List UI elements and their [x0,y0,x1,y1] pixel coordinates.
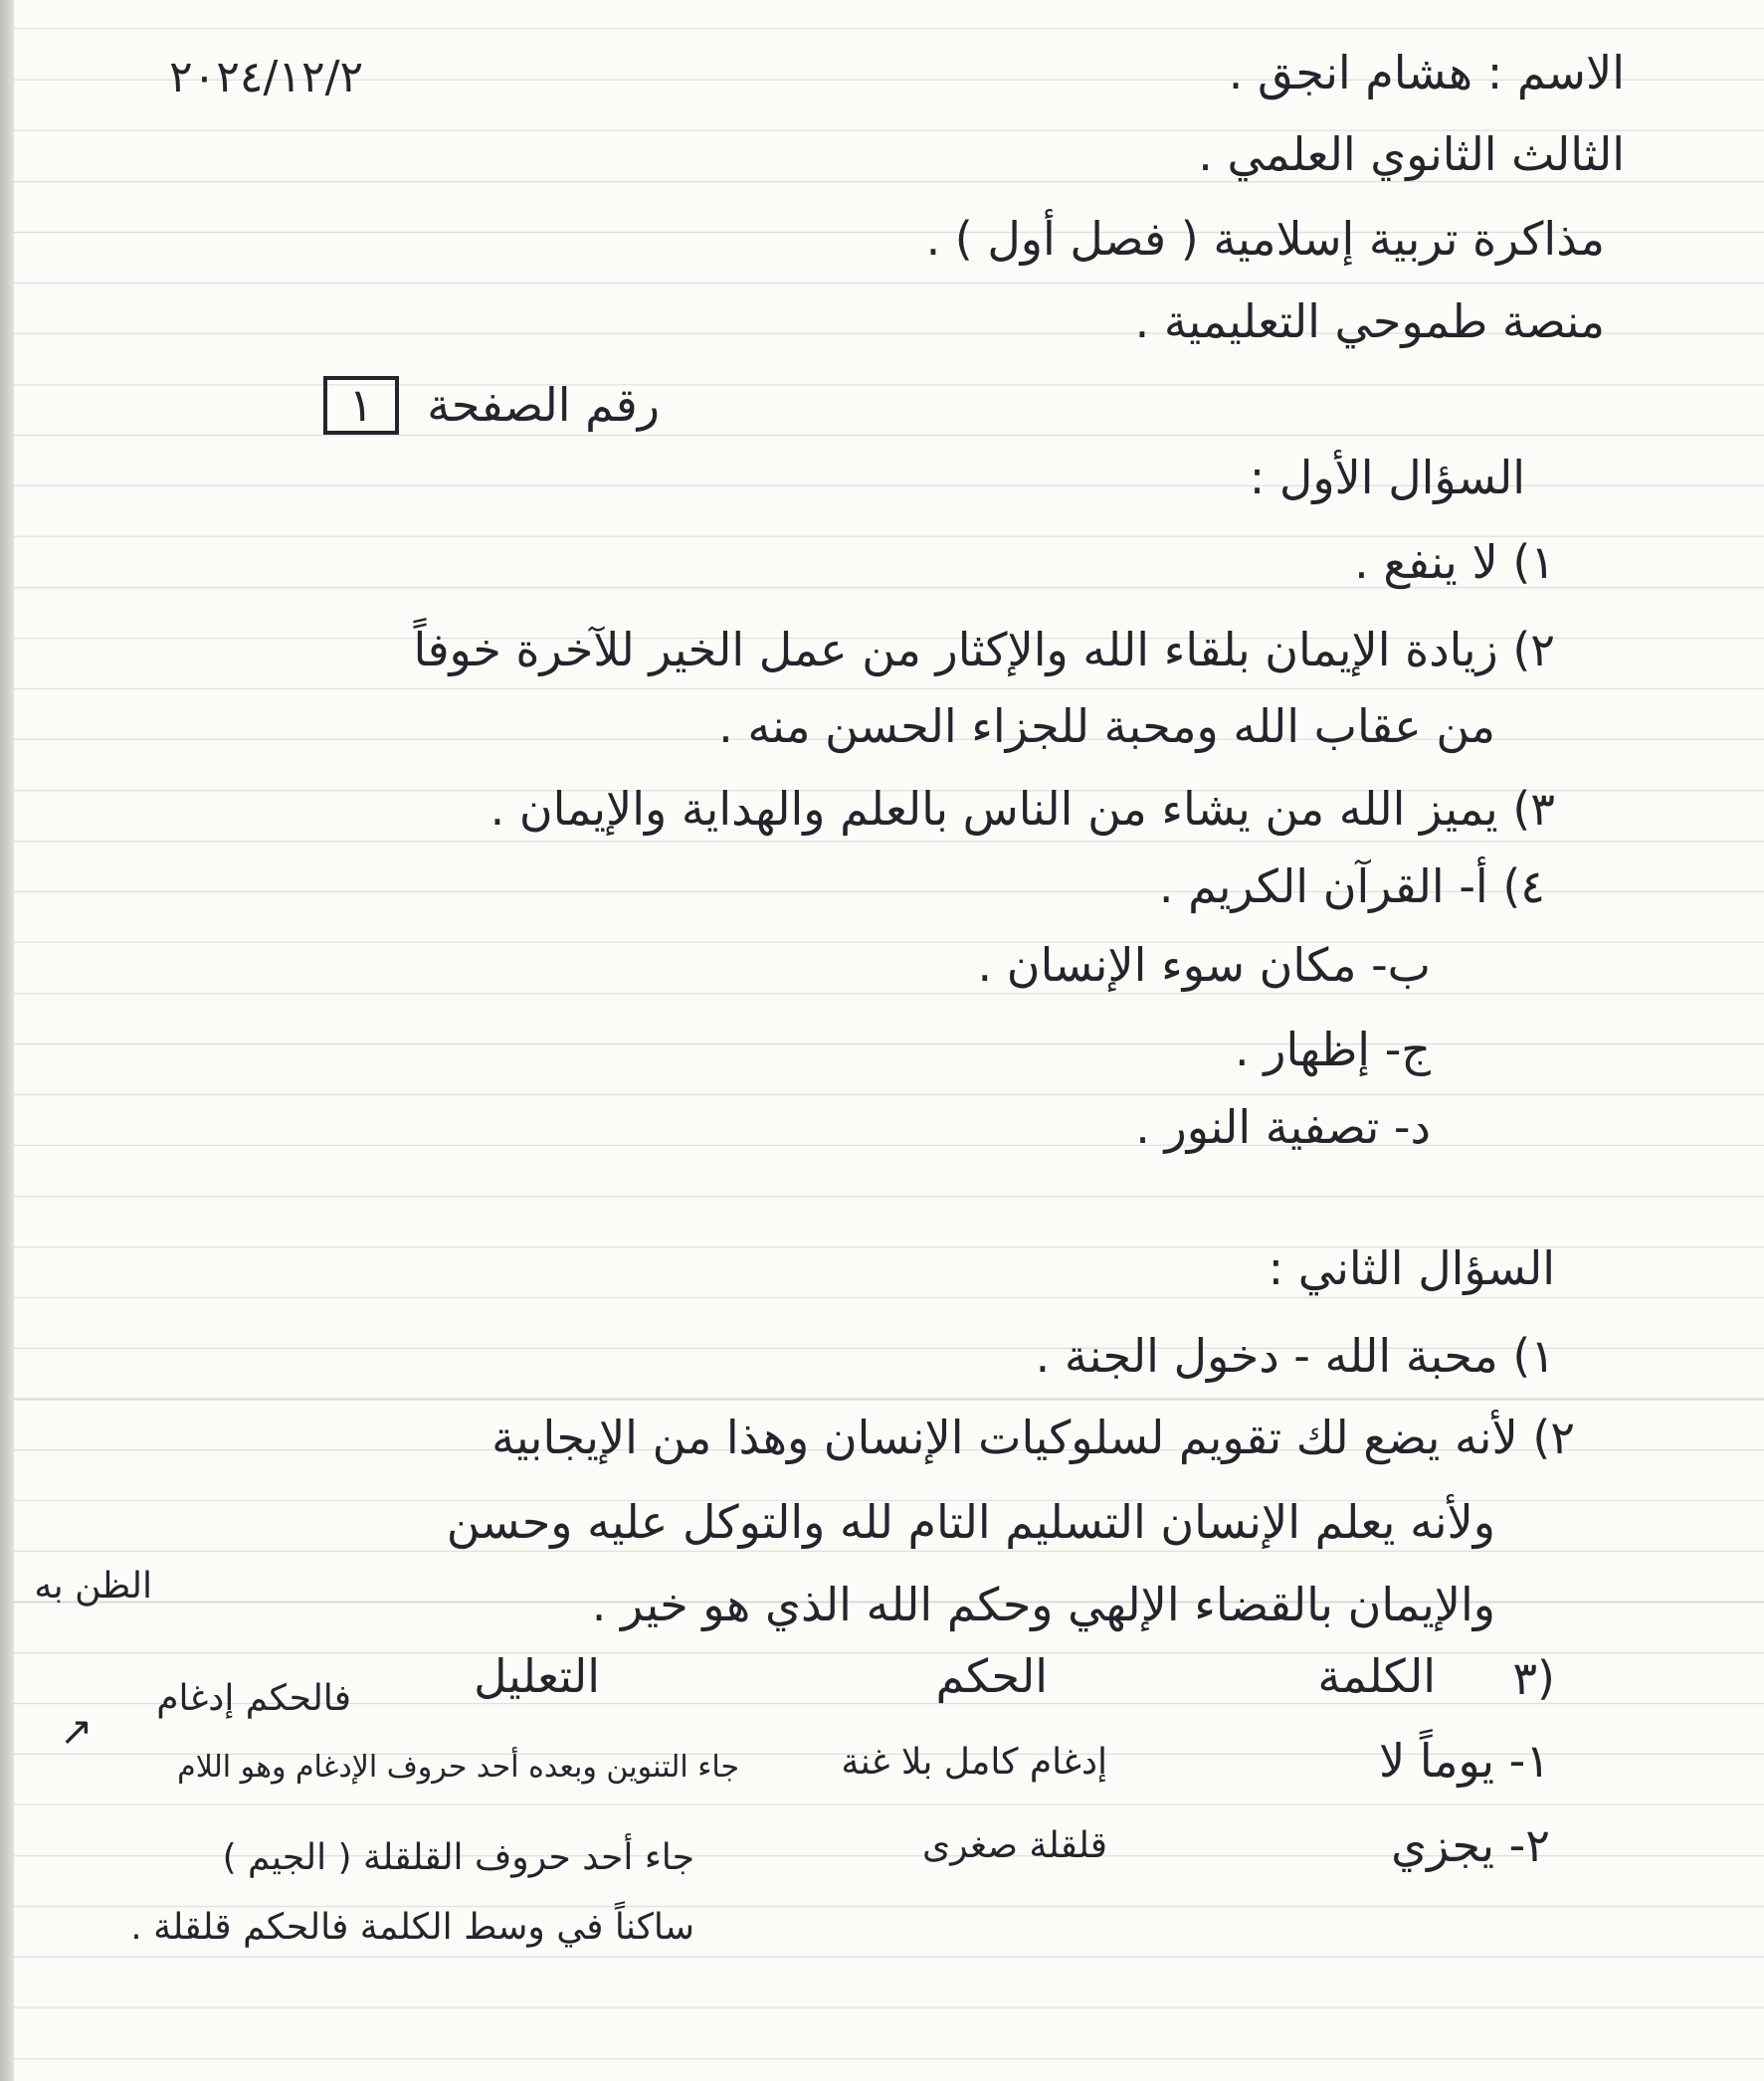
q1-title: السؤال الأول : [1249,451,1525,504]
grade-line: الثالث الثانوي العلمي . [1198,127,1625,181]
q2-answer-1: ١) محبة الله - دخول الجنة . [1035,1329,1555,1383]
table-header-word: الكلمة [1317,1649,1436,1703]
arrow-icon: ↗ [60,1709,94,1755]
table-header-reason: التعليل [474,1649,600,1703]
q2-answer-2-line-3: والإيمان بالقضاء الإلهي وحكم الله الذي هو خير . [591,1578,1495,1631]
table-row-1-reason: جاء التنوين وبعده أحد حروف الإدغام وهو اللام [177,1750,739,1785]
table-row-1-rule: إدغام كامل بلا غنة [841,1742,1107,1783]
exam-date: ٢٠٢٤/١٢/٢ [169,52,364,102]
table-row-2-reason: جاء أحد حروف القلقلة ( الجيم ) [222,1837,694,1878]
q1-answer-4d: د- تصفية النور . [1135,1100,1431,1154]
q1-answer-2-line-1: ٢) زيادة الإيمان بلقاء الله والإكثار من عمل الخير للآخرة خوفاً [413,623,1555,676]
reason-note: فالحكم إدغام [156,1678,351,1719]
q2-title: السؤال الثاني : [1268,1241,1555,1295]
q1-answer-1: ١) لا ينفع . [1354,535,1555,589]
q1-answer-3: ٣) يميز الله من يشاء من الناس بالعلم والهداية والإيمان . [490,782,1555,836]
table-row-2-rule: قلقلة صغرى [922,1825,1107,1866]
page-label: رقم الصفحة [427,378,660,432]
q2-answer-2-line-1: ٢) لأنه يضع لك تقويم لسلوكيات الإنسان وهذا من الإيجابية [491,1411,1575,1464]
q1-answer-2-line-2: من عقاب الله ومحبة للجزاء الحسن منه . [718,699,1495,753]
page-label-row [323,376,660,435]
q2-answer-2-margin-note: الظن به [34,1566,152,1607]
page-number-box: ١ [323,376,400,435]
table-row-2-reason-line-2: ساكناً في وسط الكلمة فالحكم قلقلة . [130,1907,694,1948]
q1-answer-4b: ب- مكان سوء الإنسان . [977,938,1431,992]
table-header-rule: الحكم [935,1649,1048,1703]
q1-answer-4a: ٤) أ- القرآن الكريم . [1158,859,1545,913]
student-name: الاسم : هشام انجق . [1228,46,1625,99]
q1-answer-4c: ج- إظهار . [1235,1023,1431,1076]
subject-line: مذاكرة تربية إسلامية ( فصل أول ) . [925,212,1605,266]
table-row-2-word: ٢- يجزي [1391,1818,1550,1872]
q2-answer-3-number: ٣) [1512,1651,1555,1705]
table-row-1-word: ١- يوماً لا [1378,1734,1550,1788]
q2-answer-2-line-2: ولأنه يعلم الإنسان التسليم التام لله والتوكل عليه وحسن [446,1495,1495,1549]
platform-line: منصة طموحي التعليمية . [1134,294,1605,348]
